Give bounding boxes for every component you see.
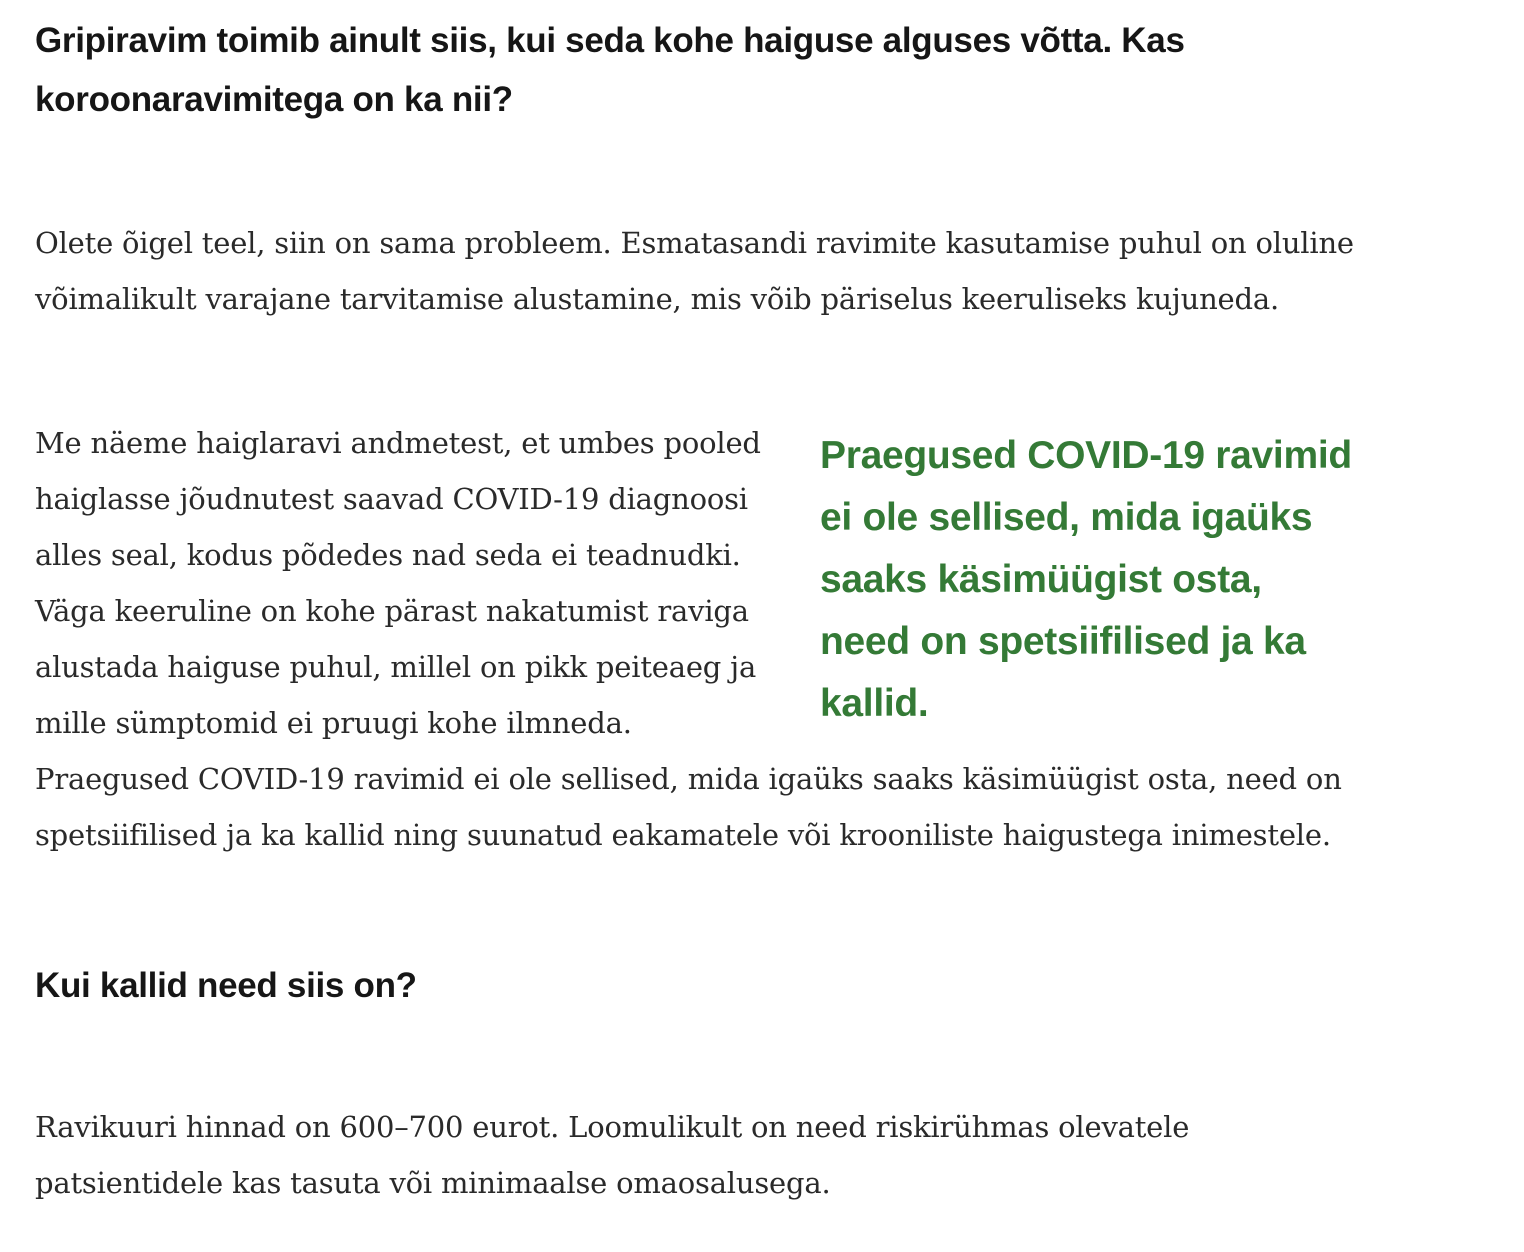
pull-quote: Praegused COVID-19 ravimid ei ole sellised, mida igaüks saaks käsimüügist osta, need on spetsiifilised ja ka kallid. (820, 434, 1352, 725)
answer-paragraph-2-block (35, 415, 1355, 863)
answer-paragraph-2: Me näeme haiglaravi andmetest, et umbes pooled haiglasse jõudnutest saavad COVID-19 diagnoosi alles seal, kodus põdedes nad seda ei teadnudki. Väga keeruline on kohe pärast nakatumist raviga alustada haiguse puhul, millel on pikk peiteaeg ja mille sümptomid ei pruugi kohe ilmneda. Praegused COVID-19 ravimid ei ole sellised, mida igaüks saaks käsimüügist osta, need on spetsiifilised ja ka kallid ning suunatud eakamatele või krooniliste haigustega inimestele. (35, 426, 1342, 852)
question-heading-1: Gripiravim toimib ainult siis, kui seda kohe haiguse alguses võtta. Kas koroonaravimitega on ka nii? (35, 21, 1185, 119)
question-heading-2: Kui kallid need siis on? (35, 966, 417, 1005)
answer-paragraph-1: Olete õigel teel, siin on sama probleem. Esmatasandi ravimite kasutamise puhul on oluline võimalikult varajane tarvitamise alustamine, mis võib päriselus keeruliseks kujuneda. (35, 226, 1354, 316)
answer-paragraph-3: Ravikuuri hinnad on 600–700 eurot. Loomulikult on need riskirühmas olevatele patsientidele kas tasuta või minimaalse omaosalusega. (35, 1110, 1190, 1200)
